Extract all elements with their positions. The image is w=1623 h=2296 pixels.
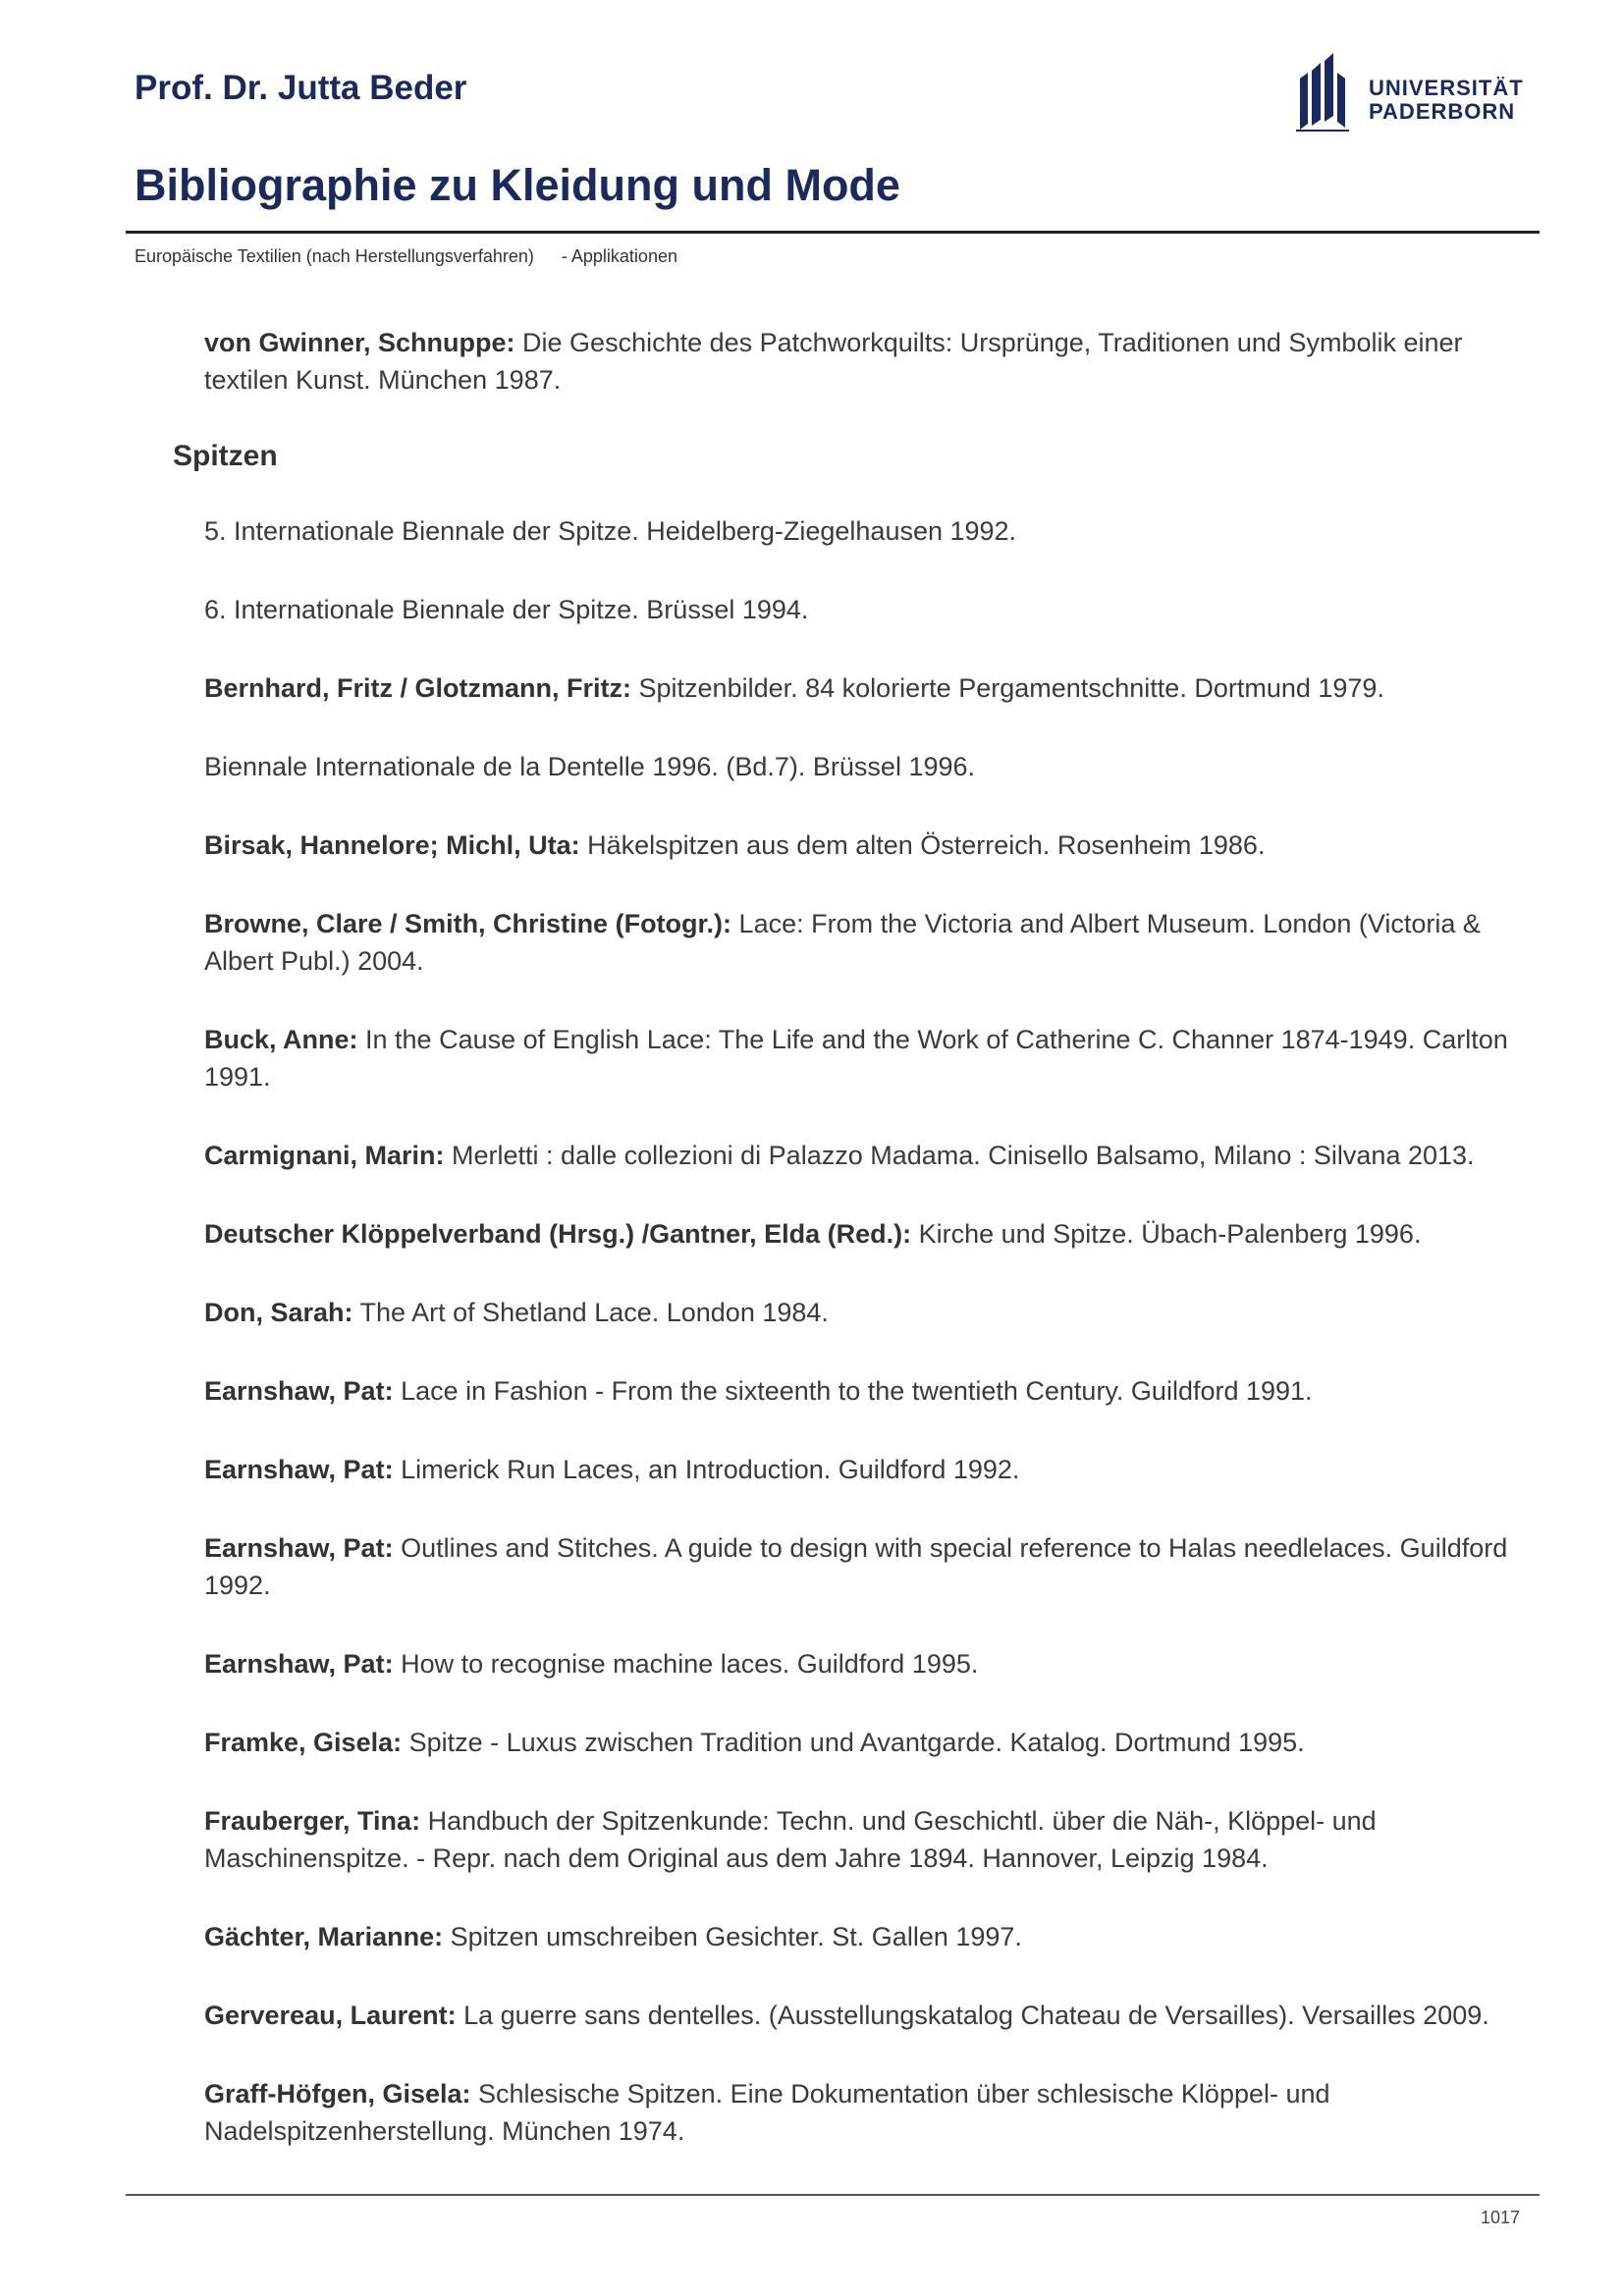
bibliography-entry — [204, 1997, 1540, 2034]
title-divider — [126, 231, 1540, 234]
entry-text: Lace: From the Victoria and Albert Museum. London (Victoria & Albert Publ.) 2004. — [204, 909, 1481, 976]
bibliography-entry — [204, 591, 1540, 628]
university-wordmark — [1369, 77, 1524, 124]
entry-author: Bernhard, Fritz / Glotzmann, Fritz: — [204, 673, 632, 703]
breadcrumb-category: Europäische Textilien (nach Herstellungsverfahren) — [135, 246, 534, 266]
entry-text: Häkelspitzen aus dem alten Österreich. Rosenheim 1986. — [579, 830, 1266, 860]
entry-text: Lace in Fashion - From the sixteenth to the twentieth Century. Guildford 1991. — [393, 1376, 1313, 1406]
bibliography-entry — [204, 905, 1540, 980]
entry-author: Earnshaw, Pat: — [204, 1455, 394, 1484]
bibliography-entry — [204, 748, 1540, 785]
bibliography-entry — [204, 512, 1540, 550]
logo-line-1: UNIVERSITÄT — [1369, 76, 1524, 100]
entry-author: Frauberger, Tina: — [204, 1806, 421, 1836]
bibliography-entry — [204, 1645, 1540, 1682]
bibliography-entry — [204, 1451, 1540, 1488]
logo-line-2: PADERBORN — [1369, 99, 1516, 124]
bibliography-entry — [204, 2075, 1540, 2150]
entry-author: Gächter, Marianne: — [204, 1922, 444, 1951]
entry-text: Limerick Run Laces, an Introduction. Guildford 1992. — [393, 1455, 1020, 1484]
entry-text: Merletti : dalle collezioni di Palazzo Madama. Cinisello Balsamo, Milano : Silvana 2013. — [444, 1141, 1475, 1170]
bibliography-entry — [204, 1529, 1540, 1604]
entry-text: Die Geschichte des Patchworkquilts: Ursprünge, Traditionen und Symbolik einer textilen Kunst. München 1987. — [204, 328, 1463, 395]
entry-author: Carmignani, Marin: — [204, 1141, 445, 1170]
entry-text: How to recognise machine laces. Guildford 1995. — [393, 1649, 979, 1679]
entry-author: Browne, Clare / Smith, Christine (Fotogr.): — [204, 909, 732, 938]
entry-text: The Art of Shetland Lace. London 1984. — [352, 1298, 829, 1327]
bibliography-content — [173, 324, 1540, 2191]
bibliography-entry — [204, 1021, 1540, 1095]
bibliography-entry — [204, 1294, 1540, 1331]
entry-author: Earnshaw, Pat: — [204, 1533, 394, 1563]
bibliography-entry — [204, 1215, 1540, 1253]
bibliography-entry — [204, 669, 1540, 707]
entry-text: Spitzenbilder. 84 kolorierte Pergamentschnitte. Dortmund 1979. — [631, 673, 1384, 703]
bibliography-entry — [204, 324, 1540, 399]
entry-text: Biennale Internationale de la Dentelle 1996. (Bd.7). Brüssel 1996. — [204, 752, 976, 781]
university-emblem-icon — [1294, 51, 1363, 132]
bibliography-entry — [204, 1372, 1540, 1410]
entry-author: Gervereau, Laurent: — [204, 2001, 457, 2030]
entry-author: Earnshaw, Pat: — [204, 1376, 394, 1406]
entry-text: Outlines and Stitches. A guide to design with special reference to Halas needlelaces. Guildford 1992. — [204, 1533, 1508, 1600]
entry-text: 5. Internationale Biennale der Spitze. Heidelberg-Ziegelhausen 1992. — [204, 516, 1017, 546]
entry-author: Don, Sarah: — [204, 1298, 353, 1327]
entry-author: Deutscher Klöppelverband (Hrsg.) /Gantner, Elda (Red.): — [204, 1219, 912, 1249]
entry-author: Graff-Höfgen, Gisela: — [204, 2079, 471, 2109]
page-number: 1017 — [1481, 2208, 1521, 2227]
entry-text: Spitzen umschreiben Gesichter. St. Gallen 1997. — [443, 1922, 1022, 1951]
entry-text: Kirche und Spitze. Übach-Palenberg 1996. — [911, 1219, 1422, 1249]
section-heading: Spitzen — [173, 440, 278, 472]
entry-text: 6. Internationale Biennale der Spitze. Brüssel 1994. — [204, 595, 809, 624]
entry-author: von Gwinner, Schnuppe: — [204, 328, 515, 357]
entry-author: Framke, Gisela: — [204, 1728, 403, 1757]
page-title: Bibliographie zu Kleidung und Mode — [135, 160, 900, 210]
bibliography-entry — [204, 827, 1540, 864]
entry-text: Spitze - Luxus zwischen Tradition und Avantgarde. Katalog. Dortmund 1995. — [402, 1728, 1305, 1757]
entry-text: Schlesische Spitzen. Eine Dokumentation über schlesische Klöppel- und Nadelspitzenherstellung. München 1974. — [204, 2079, 1330, 2146]
breadcrumb-subcategory: - Applikationen — [561, 246, 677, 266]
entry-text: La guerre sans dentelles. (Ausstellungskatalog Chateau de Versailles). Versailles 2009. — [456, 2001, 1489, 2030]
entry-text: Handbuch der Spitzenkunde: Techn. und Geschichtl. über die Näh-, Klöppel- und Maschinenspitze. - Repr. nach dem Original aus dem Jahre 1894. Hannover, Leipzig 1984. — [204, 1806, 1377, 1873]
bibliography-entry — [204, 1802, 1540, 1877]
breadcrumb — [135, 246, 677, 267]
bibliography-entry — [204, 1137, 1540, 1174]
bibliography-entry — [204, 1918, 1540, 1955]
entry-author: Earnshaw, Pat: — [204, 1649, 394, 1679]
university-logo — [1294, 51, 1524, 132]
entry-text: In the Cause of English Lace: The Life and the Work of Catherine C. Channer 1874-1949. Carlton 1991. — [204, 1025, 1508, 1092]
bibliography-entry — [204, 1724, 1540, 1761]
entry-author: Buck, Anne: — [204, 1025, 358, 1054]
footer-divider — [126, 2194, 1540, 2196]
entry-author: Birsak, Hannelore; Michl, Uta: — [204, 830, 580, 860]
author-name: Prof. Dr. Jutta Beder — [135, 69, 467, 107]
